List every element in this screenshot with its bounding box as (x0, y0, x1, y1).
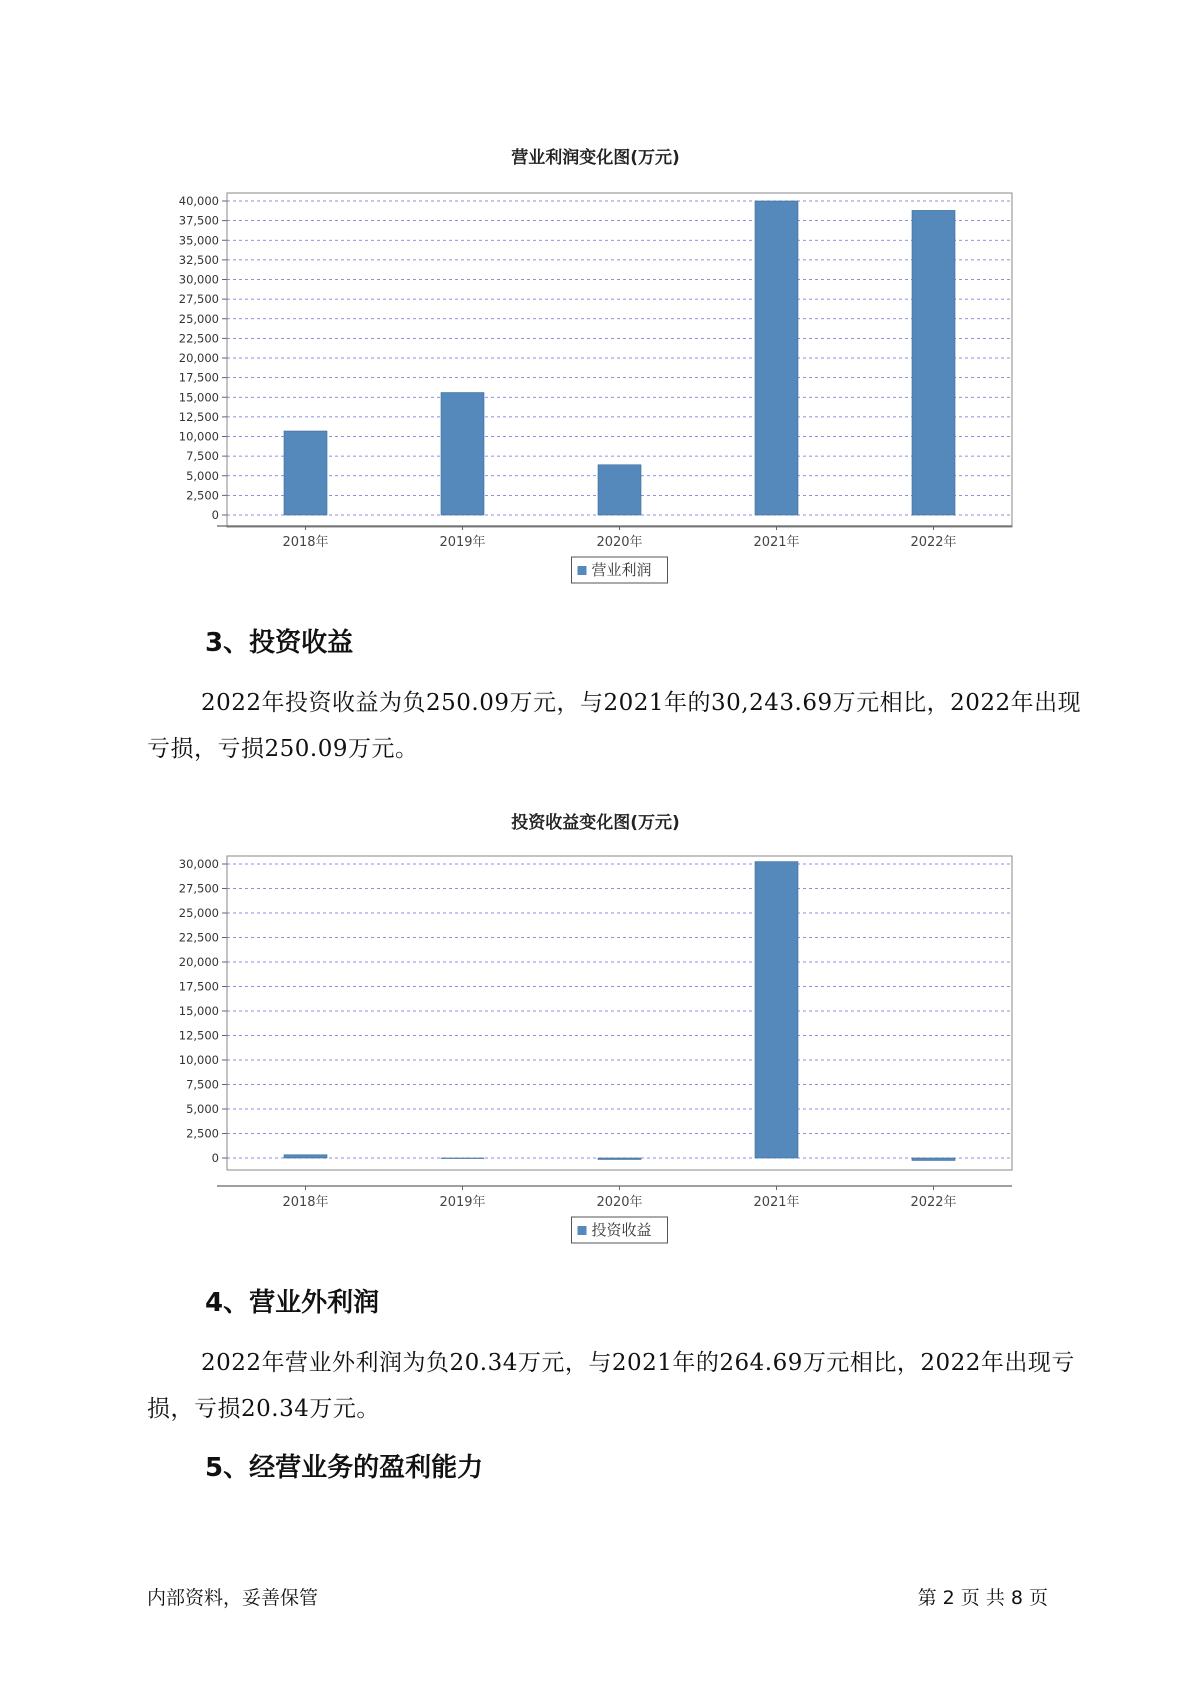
legend-swatch (578, 566, 587, 575)
y-tick-label: 22,500 (178, 930, 219, 945)
y-tick-label: 5,000 (186, 468, 219, 483)
x-tick-label: 2020年 (596, 535, 643, 550)
bar (755, 201, 798, 515)
bar (598, 465, 641, 515)
section-3-heading: 3、投资收益 (205, 628, 354, 658)
y-tick-label: 40,000 (178, 194, 219, 208)
y-tick-label: 27,500 (178, 881, 219, 896)
y-tick-label: 12,500 (178, 409, 219, 424)
x-tick-label: 2018年 (282, 535, 329, 550)
legend-label: 投资收益 (591, 1221, 652, 1239)
bar (912, 210, 955, 515)
y-tick-label: 17,500 (178, 979, 219, 994)
y-tick-label: 35,000 (178, 233, 219, 248)
y-tick-label: 30,000 (178, 272, 219, 287)
x-tick-label: 2022年 (910, 535, 957, 550)
x-tick-label: 2021年 (753, 535, 800, 550)
investment-income-chart (0, 840, 1191, 1290)
y-tick-label: 10,000 (178, 1053, 219, 1067)
y-tick-label: 15,000 (178, 390, 219, 405)
y-tick-label: 0 (211, 508, 219, 522)
bar (284, 431, 327, 515)
operating-profit-chart (0, 180, 1191, 630)
y-tick-label: 10,000 (178, 429, 219, 444)
y-tick-label: 25,000 (178, 906, 219, 920)
y-tick-label: 27,500 (178, 292, 219, 307)
y-tick-label: 30,000 (178, 857, 219, 871)
x-tick-label: 2019年 (439, 1195, 486, 1210)
legend-label: 营业利润 (591, 561, 652, 579)
y-tick-label: 12,500 (178, 1028, 219, 1043)
y-tick-label: 0 (211, 1151, 219, 1165)
bar (912, 1158, 955, 1160)
y-tick-label: 20,000 (178, 351, 219, 365)
bar (755, 862, 798, 1158)
x-tick-label: 2020年 (596, 1195, 643, 1210)
chart1-title: 营业利润变化图(万元) (511, 148, 680, 168)
section-3-paragraph: 2022年投资收益为负250.09万元，与2021年的30,243.69万元相比，2022年出现亏损，亏损250.09万元。 (147, 690, 1082, 762)
y-tick-label: 15,000 (178, 1004, 219, 1018)
footer-page-number: 第 2 页 共 8 页 (917, 1587, 1048, 1609)
chart2-title: 投资收益变化图(万元) (511, 813, 680, 833)
bar (598, 1158, 641, 1159)
x-tick-label: 2022年 (910, 1195, 957, 1210)
y-tick-label: 37,500 (178, 213, 219, 228)
section-4-paragraph: 2022年营业外利润为负20.34万元，与2021年的264.69万元相比，2022年出现亏损，亏损20.34万元。 (147, 1350, 1075, 1422)
y-tick-label: 2,500 (186, 1126, 219, 1141)
y-tick-label: 25,000 (178, 311, 219, 326)
plot-frame (227, 856, 1012, 1170)
x-tick-label: 2018年 (282, 1195, 329, 1210)
section-5-heading: 5、经营业务的盈利能力 (205, 1453, 484, 1483)
y-tick-label: 7,500 (186, 1077, 219, 1092)
y-tick-label: 32,500 (178, 252, 219, 267)
bar (284, 1155, 327, 1158)
bar (441, 393, 484, 515)
y-tick-label: 5,000 (186, 1102, 219, 1116)
legend-swatch (578, 1226, 587, 1235)
x-tick-label: 2019年 (439, 535, 486, 550)
y-tick-label: 20,000 (178, 955, 219, 969)
footer-confidential-note: 内部资料，妥善保管 (147, 1587, 319, 1609)
y-tick-label: 7,500 (186, 449, 219, 464)
x-tick-label: 2021年 (753, 1195, 800, 1210)
section-4-heading: 4、营业外利润 (205, 1288, 380, 1318)
y-tick-label: 2,500 (186, 488, 219, 503)
bar (441, 1158, 484, 1159)
y-tick-label: 22,500 (178, 331, 219, 346)
y-tick-label: 17,500 (178, 370, 219, 385)
